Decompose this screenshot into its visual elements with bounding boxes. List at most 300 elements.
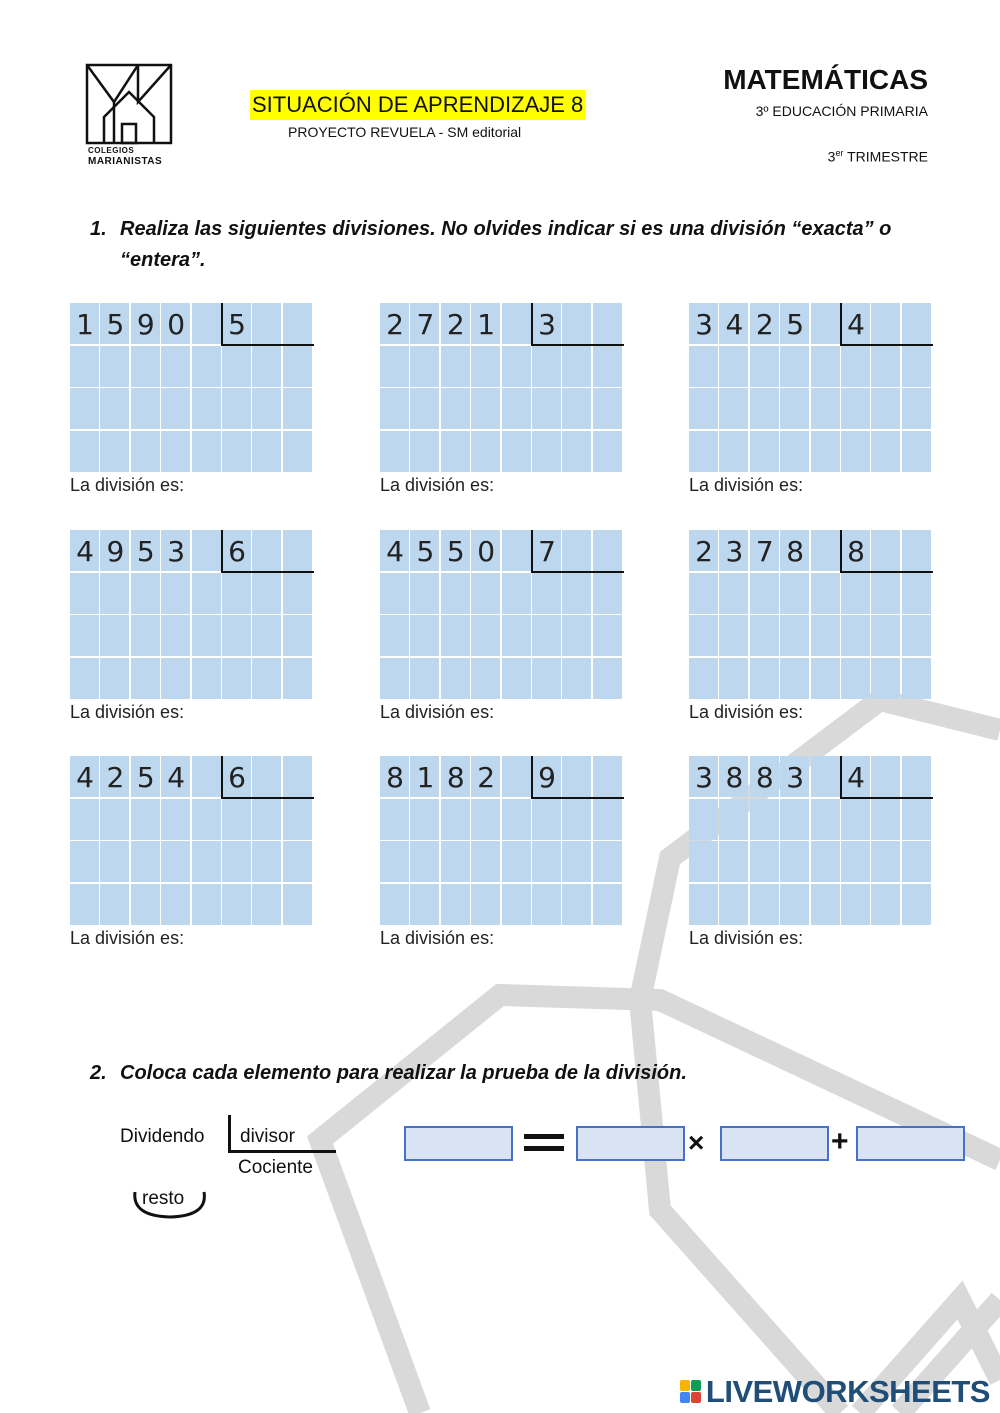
grid-cell[interactable]: [750, 799, 779, 840]
grid-cell[interactable]: [593, 884, 622, 925]
grid-cell[interactable]: [902, 431, 931, 472]
grid-cell[interactable]: [410, 346, 439, 387]
grid-cell[interactable]: [562, 573, 591, 614]
grid-cell[interactable]: [161, 841, 190, 882]
grid-cell[interactable]: [70, 884, 99, 925]
grid-cell[interactable]: [100, 658, 129, 699]
grid-cell[interactable]: [380, 346, 409, 387]
grid-cell[interactable]: [780, 884, 809, 925]
grid-cell[interactable]: [902, 615, 931, 656]
grid-cell[interactable]: [380, 658, 409, 699]
grid-cell[interactable]: [252, 573, 281, 614]
grid-cell[interactable]: [502, 615, 531, 656]
grid-cell[interactable]: [471, 799, 500, 840]
grid-cell[interactable]: [252, 530, 281, 571]
grid-cell[interactable]: [410, 841, 439, 882]
grid-cell[interactable]: [811, 799, 840, 840]
grid-cell[interactable]: [502, 884, 531, 925]
grid-cell[interactable]: [252, 388, 281, 429]
times-icon: ×: [688, 1127, 705, 1158]
grid-cell[interactable]: [131, 615, 160, 656]
dividend-digit: 3: [725, 535, 744, 568]
grid-cell[interactable]: [532, 573, 561, 614]
grid-cell[interactable]: [689, 573, 718, 614]
grid-cell[interactable]: [902, 388, 931, 429]
grid-cell[interactable]: [593, 530, 622, 571]
grid-cell[interactable]: [750, 346, 779, 387]
term-number: 3: [827, 148, 836, 165]
grid-cell[interactable]: [161, 799, 190, 840]
grid-cell[interactable]: [811, 530, 840, 571]
grid-cell[interactable]: [380, 573, 409, 614]
grid-cell[interactable]: [441, 658, 470, 699]
answer-box-resto[interactable]: [856, 1126, 965, 1161]
divisor-digit: 9: [538, 761, 556, 794]
grid-cell[interactable]: [471, 388, 500, 429]
grid-cell[interactable]: [283, 799, 312, 840]
grid-cell[interactable]: [841, 346, 870, 387]
grid-cell[interactable]: [283, 573, 312, 614]
division-scheme: [120, 1112, 360, 1222]
grid-cell[interactable]: [283, 431, 312, 472]
dividend-digit: 3: [786, 761, 805, 794]
division-exercise: [380, 530, 626, 730]
grid-cell[interactable]: [719, 658, 748, 699]
grid-cell[interactable]: [871, 756, 900, 797]
grid-cell[interactable]: [502, 573, 531, 614]
grid-cell[interactable]: [750, 388, 779, 429]
grid-cell[interactable]: [593, 573, 622, 614]
grid-cell[interactable]: [410, 573, 439, 614]
grid-cell[interactable]: [689, 884, 718, 925]
grid-cell[interactable]: [562, 615, 591, 656]
grid-cell[interactable]: [252, 346, 281, 387]
grid-cell[interactable]: [532, 388, 561, 429]
grid-cell[interactable]: [750, 573, 779, 614]
grid-cell[interactable]: [902, 530, 931, 571]
grid-cell[interactable]: [131, 799, 160, 840]
dividend-digit: 3: [695, 761, 713, 794]
grid-cell[interactable]: [780, 799, 809, 840]
scheme-dividendo[interactable]: Dividendo: [120, 1126, 205, 1147]
grid-cell[interactable]: [593, 346, 622, 387]
term-label: [828, 148, 928, 165]
grid-cell[interactable]: [902, 884, 931, 925]
grid-cell[interactable]: [750, 431, 779, 472]
grid-cell[interactable]: [192, 303, 221, 344]
grid-cell[interactable]: [502, 346, 531, 387]
division-bracket-vertical: [531, 530, 533, 573]
grid-cell[interactable]: [192, 530, 221, 571]
grid-cell[interactable]: [719, 799, 748, 840]
liveworksheets-text: LIVEWORKSHEETS: [705, 1374, 990, 1409]
grid-cell[interactable]: [562, 799, 591, 840]
scheme-resto[interactable]: resto: [142, 1188, 185, 1209]
grid-cell[interactable]: [283, 658, 312, 699]
grid-cell[interactable]: [283, 530, 312, 571]
grid-cell[interactable]: [70, 573, 99, 614]
grid-cell[interactable]: [902, 799, 931, 840]
grid-cell[interactable]: [719, 346, 748, 387]
dividend-digit: 5: [786, 308, 805, 341]
grid-cell[interactable]: [252, 615, 281, 656]
division-bracket-horizontal: [531, 797, 624, 799]
grid-cell[interactable]: [283, 841, 312, 882]
grid-cell[interactable]: [252, 799, 281, 840]
grid-cell[interactable]: [689, 841, 718, 882]
grid-cell[interactable]: [192, 799, 221, 840]
grid-cell[interactable]: [252, 841, 281, 882]
grid-cell[interactable]: [410, 431, 439, 472]
grid-cell[interactable]: [871, 431, 900, 472]
question-1-number: 1.: [90, 218, 107, 240]
grid-cell[interactable]: [719, 573, 748, 614]
grid-cell[interactable]: [192, 841, 221, 882]
grid-cell[interactable]: [192, 573, 221, 614]
dividend-digit: 2: [446, 308, 465, 341]
grid-cell[interactable]: [222, 573, 251, 614]
grid-cell[interactable]: [593, 388, 622, 429]
grid-cell[interactable]: [841, 431, 870, 472]
grid-cell[interactable]: [780, 573, 809, 614]
grid-cell[interactable]: [841, 658, 870, 699]
grid-cell[interactable]: [70, 431, 99, 472]
grid-cell[interactable]: [811, 841, 840, 882]
division-bracket-horizontal: [840, 571, 933, 573]
grid-cell[interactable]: [283, 884, 312, 925]
grid-cell[interactable]: [811, 303, 840, 344]
grid-cell[interactable]: [871, 388, 900, 429]
grid-cell[interactable]: [252, 658, 281, 699]
grid-cell[interactable]: [562, 756, 591, 797]
grid-cell[interactable]: [471, 658, 500, 699]
grid-cell[interactable]: [502, 799, 531, 840]
division-bracket-horizontal: [531, 344, 624, 346]
grid-cell[interactable]: [780, 658, 809, 699]
dividend-digit: 8: [725, 761, 744, 794]
grid-cell[interactable]: [902, 303, 931, 344]
grid-cell[interactable]: [252, 756, 281, 797]
grid-cell[interactable]: [780, 615, 809, 656]
grid-cell[interactable]: [502, 756, 531, 797]
grid-cell[interactable]: [380, 615, 409, 656]
grid-cell[interactable]: [593, 756, 622, 797]
grid-cell[interactable]: [562, 658, 591, 699]
grid-cell[interactable]: [811, 346, 840, 387]
grid-cell[interactable]: [70, 658, 99, 699]
grid-cell[interactable]: [70, 388, 99, 429]
grid-cell[interactable]: [283, 388, 312, 429]
grid-cell[interactable]: [161, 388, 190, 429]
grid-cell[interactable]: [871, 658, 900, 699]
answer-box-divisor[interactable]: [576, 1126, 685, 1161]
grid-cell[interactable]: [100, 573, 129, 614]
dividend-digit: 4: [76, 535, 94, 568]
divisor-digit: 3: [538, 308, 556, 341]
grid-cell[interactable]: [811, 431, 840, 472]
grid-cell[interactable]: [689, 799, 718, 840]
division-bracket-vertical: [840, 756, 842, 799]
grid-cell[interactable]: [780, 431, 809, 472]
grid-cell[interactable]: [841, 841, 870, 882]
grid-cell[interactable]: [902, 658, 931, 699]
grid-cell[interactable]: [811, 756, 840, 797]
grid-cell[interactable]: [593, 799, 622, 840]
grid-cell[interactable]: [502, 530, 531, 571]
grid-cell[interactable]: [70, 615, 99, 656]
grid-cell[interactable]: [222, 346, 251, 387]
grid-cell[interactable]: [719, 431, 748, 472]
grid-cell[interactable]: [811, 388, 840, 429]
grid-cell[interactable]: [131, 431, 160, 472]
dividend-digit: 2: [106, 761, 125, 794]
dividend-digit: 7: [416, 308, 435, 341]
grid-cell[interactable]: [562, 388, 591, 429]
grid-cell[interactable]: [441, 799, 470, 840]
divisor-digit: 7: [538, 535, 556, 568]
grid-cell[interactable]: [192, 346, 221, 387]
grid-cell[interactable]: [689, 615, 718, 656]
division-bracket-horizontal: [221, 571, 314, 573]
grid-cell[interactable]: [841, 799, 870, 840]
equals-icon: [522, 1118, 566, 1158]
grid-cell[interactable]: [532, 884, 561, 925]
logo-text-marianistas: MARIANISTAS: [88, 156, 163, 167]
grid-cell[interactable]: [689, 658, 718, 699]
grid-cell[interactable]: [811, 884, 840, 925]
grid-cell[interactable]: [780, 388, 809, 429]
grid-cell[interactable]: [502, 658, 531, 699]
division-bracket-horizontal: [531, 571, 624, 573]
grid-cell[interactable]: [70, 346, 99, 387]
grid-cell[interactable]: [471, 431, 500, 472]
grid-cell[interactable]: [380, 884, 409, 925]
division-type-label: La división es:: [380, 475, 495, 495]
division-bracket-vertical: [531, 756, 533, 799]
grid-cell[interactable]: [593, 431, 622, 472]
grid-cell[interactable]: [192, 615, 221, 656]
dividend-digit: 1: [76, 308, 94, 341]
grid-cell[interactable]: [222, 431, 251, 472]
grid-cell[interactable]: [562, 303, 591, 344]
grid-cell[interactable]: [811, 658, 840, 699]
grid-cell[interactable]: [471, 884, 500, 925]
question-2: [90, 1062, 940, 1085]
grid-cell[interactable]: [131, 346, 160, 387]
division-bracket-horizontal: [840, 344, 933, 346]
grid-cell[interactable]: [562, 841, 591, 882]
grid-cell[interactable]: [70, 799, 99, 840]
grid-cell[interactable]: [161, 615, 190, 656]
grid-cell[interactable]: [532, 799, 561, 840]
grid-cell[interactable]: [689, 346, 718, 387]
grid-cell[interactable]: [750, 615, 779, 656]
grid-cell[interactable]: [283, 756, 312, 797]
grid-cell[interactable]: [192, 658, 221, 699]
grid-cell[interactable]: [871, 799, 900, 840]
scheme-cociente[interactable]: Cociente: [238, 1157, 313, 1178]
division-exercise: [380, 303, 626, 503]
grid-cell[interactable]: [283, 346, 312, 387]
grid-cell[interactable]: [441, 346, 470, 387]
grid-cell[interactable]: [131, 884, 160, 925]
grid-cell[interactable]: [841, 388, 870, 429]
grid-cell[interactable]: [902, 346, 931, 387]
grid-cell[interactable]: [222, 884, 251, 925]
answer-box-cociente[interactable]: [720, 1126, 829, 1161]
grid-cell[interactable]: [100, 615, 129, 656]
grid-cell[interactable]: [750, 841, 779, 882]
grid-cell[interactable]: [100, 388, 129, 429]
plus-icon: +: [831, 1125, 849, 1158]
grid-cell[interactable]: [131, 841, 160, 882]
grid-cell[interactable]: [871, 303, 900, 344]
grid-cell[interactable]: [441, 573, 470, 614]
grid-cell[interactable]: [222, 615, 251, 656]
grid-cell[interactable]: [719, 884, 748, 925]
liveworksheets-logo-icon: [680, 1380, 702, 1404]
grid-cell[interactable]: [222, 658, 251, 699]
dividend-digit: 5: [446, 535, 465, 568]
grid-cell[interactable]: [871, 573, 900, 614]
grid-cell[interactable]: [689, 431, 718, 472]
division-exercise: [689, 756, 935, 956]
grid-cell[interactable]: [871, 346, 900, 387]
grid-cell[interactable]: [441, 388, 470, 429]
grid-cell[interactable]: [410, 615, 439, 656]
grid-cell[interactable]: [841, 615, 870, 656]
grid-cell[interactable]: [841, 573, 870, 614]
grid-cell[interactable]: [161, 884, 190, 925]
grid-cell[interactable]: [441, 884, 470, 925]
grid-cell[interactable]: [410, 799, 439, 840]
grid-cell[interactable]: [562, 431, 591, 472]
grid-cell[interactable]: [410, 388, 439, 429]
grid-cell[interactable]: [471, 573, 500, 614]
grid-cell[interactable]: [780, 841, 809, 882]
grid-cell[interactable]: [502, 431, 531, 472]
grid-cell[interactable]: [283, 303, 312, 344]
grid-cell[interactable]: [532, 841, 561, 882]
grid-cell[interactable]: [532, 658, 561, 699]
grid-cell[interactable]: [532, 615, 561, 656]
grid-cell[interactable]: [222, 799, 251, 840]
grid-cell[interactable]: [689, 388, 718, 429]
grid-cell[interactable]: [532, 431, 561, 472]
dividend-digit: 2: [386, 308, 404, 341]
grid-cell[interactable]: [161, 431, 190, 472]
grid-cell[interactable]: [750, 884, 779, 925]
grid-cell[interactable]: [380, 841, 409, 882]
grid-cell[interactable]: [100, 841, 129, 882]
dividend-digit: 2: [477, 761, 496, 794]
grid-cell[interactable]: [811, 615, 840, 656]
dividend-digit: 9: [136, 308, 155, 341]
grid-cell[interactable]: [471, 841, 500, 882]
grid-cell[interactable]: [380, 388, 409, 429]
grid-cell[interactable]: [593, 615, 622, 656]
grid-cell[interactable]: [902, 756, 931, 797]
grid-cell[interactable]: [502, 303, 531, 344]
grid-cell[interactable]: [380, 799, 409, 840]
grid-cell[interactable]: [532, 346, 561, 387]
grid-cell[interactable]: [410, 658, 439, 699]
grid-cell[interactable]: [593, 303, 622, 344]
grid-cell[interactable]: [161, 658, 190, 699]
grid-cell[interactable]: [192, 388, 221, 429]
answer-box-dividendo[interactable]: [404, 1126, 513, 1161]
dividend-digit: 4: [386, 535, 404, 568]
grid-cell[interactable]: [100, 884, 129, 925]
grid-cell[interactable]: [441, 615, 470, 656]
grid-cell[interactable]: [871, 530, 900, 571]
grid-cell[interactable]: [441, 841, 470, 882]
grid-cell[interactable]: [222, 388, 251, 429]
dividend-digit: 1: [416, 761, 435, 794]
grid-cell[interactable]: [871, 884, 900, 925]
grid-cell[interactable]: [252, 303, 281, 344]
grid-cell[interactable]: [562, 884, 591, 925]
grid-cell[interactable]: [410, 884, 439, 925]
grid-cell[interactable]: [502, 388, 531, 429]
scheme-divisor[interactable]: divisor: [240, 1126, 295, 1147]
grid-cell[interactable]: [841, 884, 870, 925]
divisor-digit: 4: [847, 308, 865, 341]
grid-cell[interactable]: [719, 388, 748, 429]
grid-cell[interactable]: [811, 573, 840, 614]
grid-cell[interactable]: [593, 658, 622, 699]
grid-cell[interactable]: [70, 841, 99, 882]
grid-cell[interactable]: [719, 841, 748, 882]
grid-cell[interactable]: [131, 388, 160, 429]
term-word: TRIMESTRE: [847, 148, 928, 165]
grid-cell[interactable]: [471, 346, 500, 387]
grid-cell[interactable]: [562, 346, 591, 387]
grid-cell[interactable]: [252, 884, 281, 925]
grid-cell[interactable]: [562, 530, 591, 571]
grid-cell[interactable]: [192, 756, 221, 797]
grid-cell[interactable]: [902, 573, 931, 614]
grid-cell[interactable]: [502, 841, 531, 882]
grid-cell[interactable]: [593, 841, 622, 882]
grid-cell[interactable]: [161, 346, 190, 387]
question-2-number: 2.: [90, 1062, 107, 1084]
grid-cell[interactable]: [380, 431, 409, 472]
grid-cell[interactable]: [871, 615, 900, 656]
grid-cell[interactable]: [471, 615, 500, 656]
grid-cell[interactable]: [283, 615, 312, 656]
division-exercise: [689, 530, 935, 730]
grid-cell[interactable]: [902, 841, 931, 882]
grid-cell[interactable]: [131, 573, 160, 614]
grid-cell[interactable]: [131, 658, 160, 699]
grid-cell[interactable]: [222, 841, 251, 882]
liveworksheets-brand[interactable]: [680, 1374, 990, 1410]
grid-cell[interactable]: [192, 431, 221, 472]
grid-cell[interactable]: [161, 573, 190, 614]
grid-cell[interactable]: [252, 431, 281, 472]
grid-cell[interactable]: [780, 346, 809, 387]
grid-cell[interactable]: [871, 841, 900, 882]
grid-cell[interactable]: [719, 615, 748, 656]
grid-cell[interactable]: [750, 658, 779, 699]
grid-cell[interactable]: [192, 884, 221, 925]
division-bracket-vertical: [221, 530, 223, 573]
grid-cell[interactable]: [100, 431, 129, 472]
grid-cell[interactable]: [441, 431, 470, 472]
grid-cell[interactable]: [100, 346, 129, 387]
grid-cell[interactable]: [100, 799, 129, 840]
